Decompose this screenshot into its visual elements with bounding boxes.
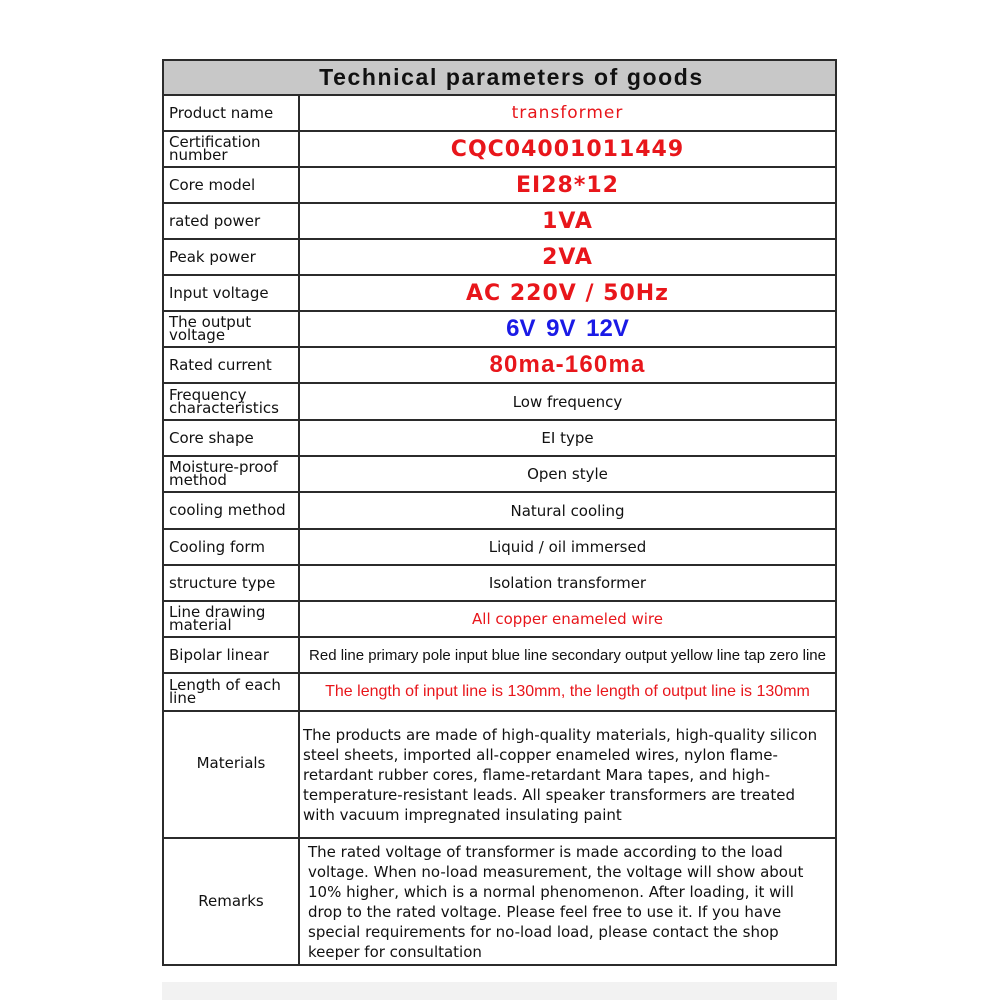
- rated-current-label: Rated current: [164, 348, 300, 382]
- line-drawing-material-value: All copper enameled wire: [472, 610, 663, 628]
- remarks-line: special requirements for no-load load, please contact the shop: [308, 922, 779, 941]
- materials-lines: [303, 725, 817, 825]
- remarks-label: Remarks: [164, 839, 300, 964]
- row-materials: [164, 710, 835, 837]
- rated-current-value: 80ma-160ma: [489, 351, 646, 378]
- remarks-text: [300, 839, 835, 964]
- structure-type-value: Isolation transformer: [488, 574, 647, 592]
- cooling-method-value: Natural cooling: [510, 501, 625, 520]
- remarks-line: drop to the rated voltage. Please feel free to use it. If you have: [308, 902, 782, 921]
- peak-power-label: Peak power: [164, 240, 300, 274]
- core-shape-value: EI type: [541, 429, 594, 447]
- row-input-voltage: [164, 274, 835, 310]
- core-model-label: Core model: [164, 168, 300, 202]
- remarks-line: voltage. When no-load measurement, the voltage will show about: [308, 862, 804, 881]
- row-product-name: [164, 94, 835, 130]
- row-cooling-form: [164, 528, 835, 564]
- row-certification-number: [164, 130, 835, 166]
- row-remarks: [164, 837, 835, 964]
- row-bipolar-linear: [164, 636, 835, 672]
- peak-power-value: 2VA: [542, 244, 593, 270]
- materials-line: retardant rubber cores, flame-retardant Mara tapes, and high-: [303, 765, 770, 784]
- materials-label: Materials: [164, 712, 300, 837]
- input-voltage-value: AC 220V / 50Hz: [466, 280, 669, 306]
- output-voltage-value: 6V 9V 12V: [506, 315, 629, 342]
- remarks-lines: [308, 842, 803, 962]
- line-drawing-material-label: Line drawing material: [164, 602, 300, 636]
- row-cooling-method: [164, 491, 835, 528]
- rated-power-value: 1VA: [542, 208, 593, 234]
- row-rated-current: [164, 346, 835, 382]
- moisture-proof-method-label: Moisture-proof method: [164, 457, 300, 491]
- row-core-shape: [164, 419, 835, 455]
- row-output-voltage: [164, 310, 835, 346]
- certification-number-label: Certification number: [164, 132, 300, 166]
- cooling-form-label: Cooling form: [164, 530, 300, 564]
- materials-line: The products are made of high-quality materials, high-quality silicon: [303, 725, 818, 744]
- product-name-label: Product name: [164, 96, 300, 130]
- row-rated-power: [164, 202, 835, 238]
- core-model-value: EI28*12: [516, 172, 619, 198]
- core-shape-label: Core shape: [164, 421, 300, 455]
- rated-power-label: rated power: [164, 204, 300, 238]
- next-panel-edge: [162, 982, 837, 1000]
- materials-line: temperature-resistant leads. All speaker transformers are treated: [303, 785, 795, 804]
- line-length-value: The length of input line is 130mm, the length of output line is 130mm: [325, 683, 810, 700]
- table-title: Technical parameters of goods: [164, 61, 835, 94]
- frequency-characteristics-label: Frequency characteristics: [164, 384, 300, 419]
- output-voltage-label: The output voltage: [164, 312, 300, 346]
- moisture-proof-method-value: Open style: [527, 465, 608, 483]
- row-moisture-proof-method: [164, 455, 835, 491]
- row-line-drawing-material: [164, 600, 835, 636]
- materials-line: with vacuum impregnated insulating paint: [303, 805, 622, 824]
- remarks-line: 10% higher, which is a normal phenomenon. After loading, it will: [308, 882, 794, 901]
- remarks-line: keeper for consultation: [308, 942, 482, 961]
- materials-line: steel sheets, imported all-copper enameled wires, nylon flame-: [303, 745, 778, 764]
- structure-type-label: structure type: [164, 566, 300, 600]
- row-frequency-characteristics: [164, 382, 835, 419]
- row-peak-power: [164, 238, 835, 274]
- line-length-label: Length of each line: [164, 674, 300, 710]
- remarks-line: The rated voltage of transformer is made according to the load: [308, 842, 783, 861]
- cooling-form-value: Liquid / oil immersed: [488, 538, 647, 556]
- frequency-characteristics-value: Low frequency: [512, 392, 623, 411]
- cooling-method-label: cooling method: [164, 493, 300, 528]
- certification-number-value: CQC04001011449: [450, 136, 685, 162]
- product-name-value: transformer: [511, 103, 624, 123]
- bipolar-linear-label: Bipolar linear: [164, 638, 300, 672]
- row-structure-type: [164, 564, 835, 600]
- spec-table: [162, 59, 837, 966]
- materials-text: [300, 712, 835, 837]
- bipolar-linear-value: Red line primary pole input blue line secondary output yellow line tap zero line: [309, 646, 826, 664]
- input-voltage-label: Input voltage: [164, 276, 300, 310]
- row-core-model: [164, 166, 835, 202]
- row-line-length: [164, 672, 835, 710]
